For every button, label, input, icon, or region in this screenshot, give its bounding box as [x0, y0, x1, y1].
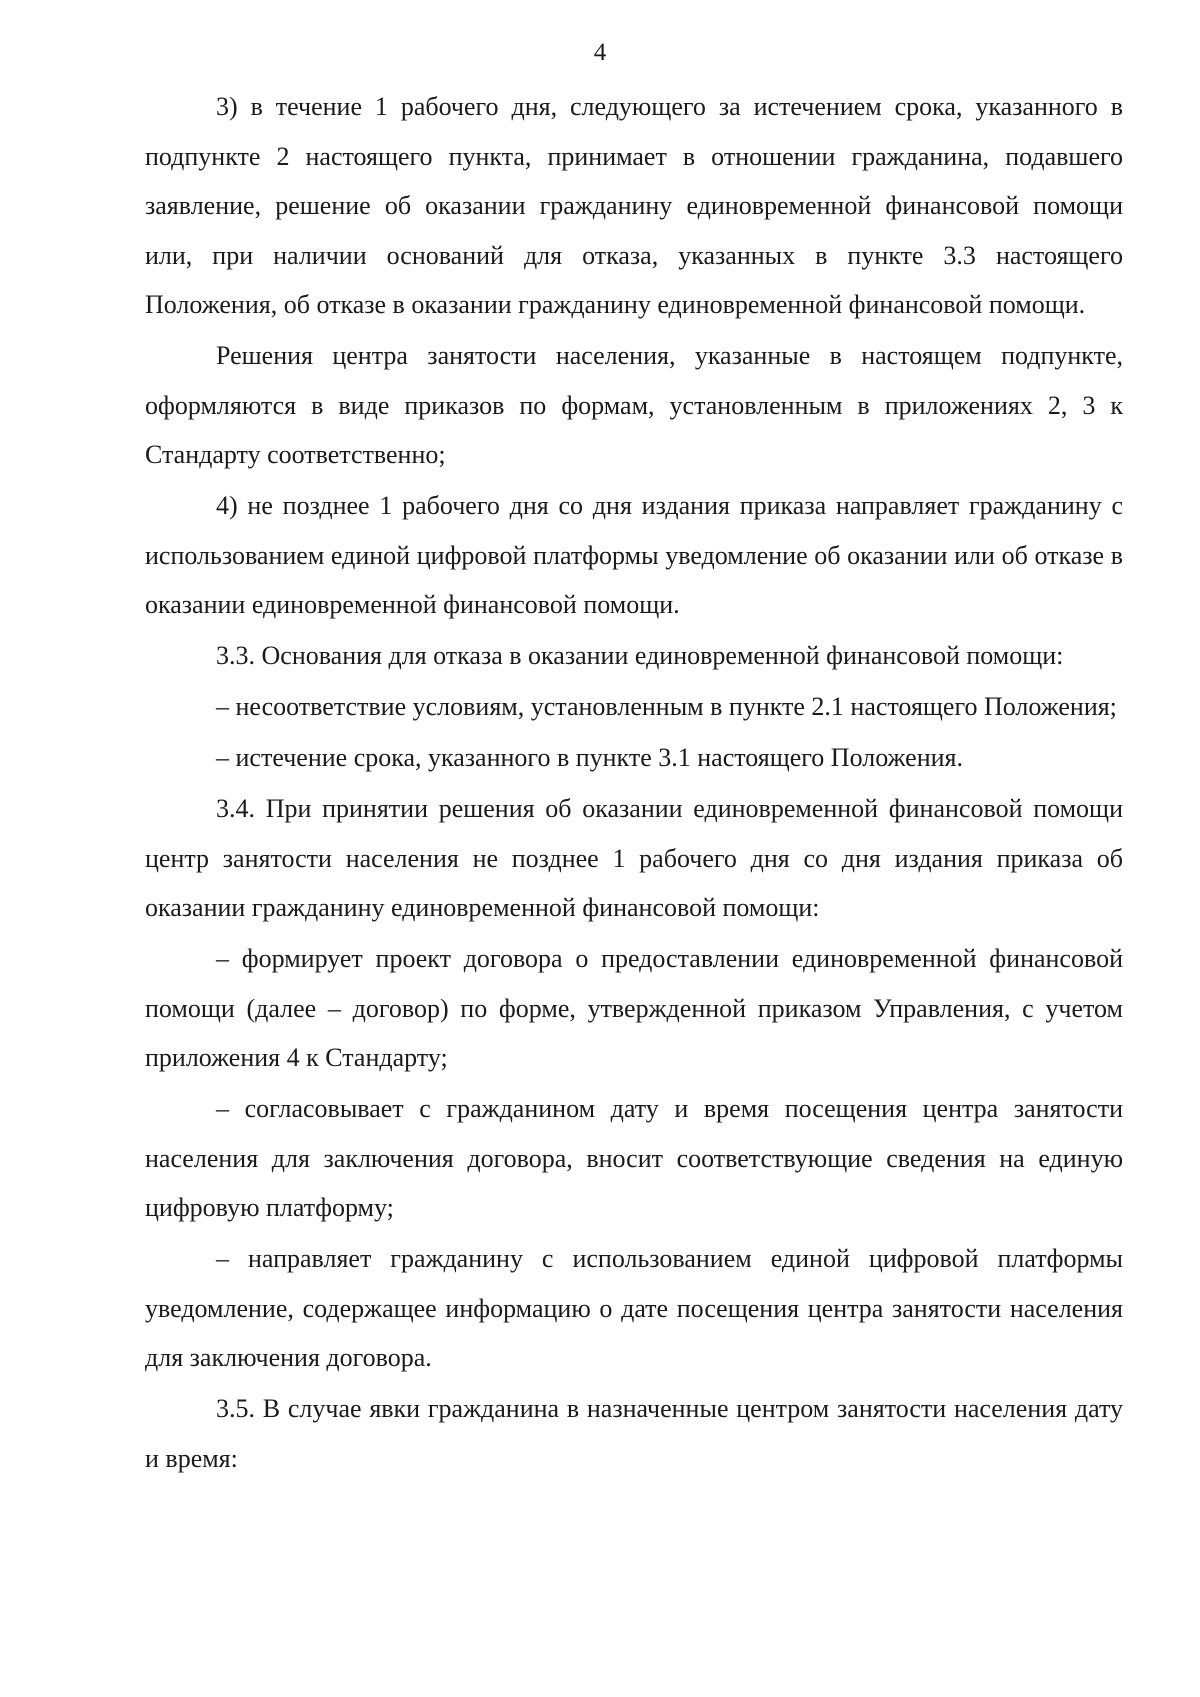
- paragraph-subitem-4: 4) не позднее 1 рабочего дня со дня издания приказа направляет гражданину с использованием единой цифровой платформы уведомление об оказании или об отказе в оказании единовременной финансовой помощи.: [145, 491, 1123, 619]
- list-item-noncompliance: – несоответствие условиям, установленным в пункте 2.1 настоящего Положения;: [216, 692, 1117, 721]
- paragraph-3-4: 3.4. При принятии решения об оказании единовременной финансовой помощи центр занятости населения не позднее 1 рабочего дня со дня издания приказа об оказании гражданину единовременной финансовой помощи:: [145, 794, 1123, 922]
- document-body: [145, 82, 1123, 1483]
- paragraph-subitem-3: 3) в течение 1 рабочего дня, следующего за истечением срока, указанного в подпункте 2 настоящего пункта, принимает в отношении гражданина, подавшего заявление, решение об оказании гражданину единовременной финансовой помощи или, при наличии оснований для отказа, указанных в пункте 3.3 настоящего Положения, об отказе в оказании гражданину единовременной финансовой помощи.: [145, 92, 1123, 319]
- paragraph-3-5: 3.5. В случае явки гражданина в назначенные центром занятости населения дату и время:: [145, 1394, 1123, 1473]
- list-item-agree-date: – согласовывает с гражданином дату и время посещения центра занятости населения для заключения договора, вносит соответствующие сведения на единую цифровую платформу;: [145, 1094, 1123, 1222]
- list-item-draft-contract: – формирует проект договора о предоставлении единовременной финансовой помощи (далее – договор) по форме, утвержденной приказом Управления, с учетом приложения 4 к Стандарту;: [145, 944, 1123, 1072]
- paragraph-3-3: 3.3. Основания для отказа в оказании единовременной финансовой помощи:: [216, 641, 1064, 670]
- paragraph-decisions: Решения центра занятости населения, указанные в настоящем подпункте, оформляются в виде приказов по формам, установленным в приложениях 2, 3 к Стандарту соответственно;: [145, 341, 1123, 469]
- page-number: 4: [593, 39, 607, 66]
- list-item-send-notice: – направляет гражданину с использованием единой цифровой платформы уведомление, содержащее информацию о дате посещения центра занятости населения для заключения договора.: [145, 1244, 1123, 1372]
- list-item-expiry: – истечение срока, указанного в пункте 3.1 настоящего Положения.: [216, 743, 964, 772]
